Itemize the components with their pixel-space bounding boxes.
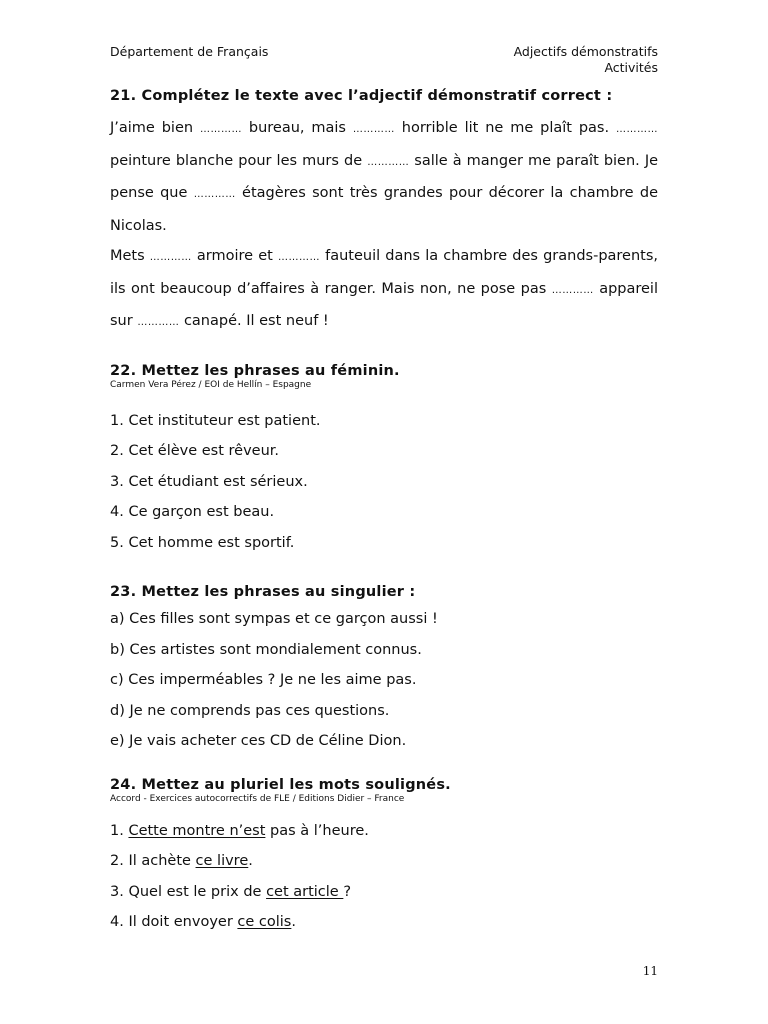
blank: ………… xyxy=(199,124,242,135)
blank: ………… xyxy=(137,317,180,328)
text-segment: fauteuil dans la chambre des grands-parents, ils ont beaucoup d’affaires à ranger. Mais non, ne pose pas xyxy=(110,248,659,297)
exercise-21-paragraph-1 xyxy=(110,113,658,241)
underlined-words: ce colis xyxy=(237,914,292,930)
header-topic-line1: Adjectifs démonstratifs xyxy=(513,44,658,59)
item-text: 4. Il doit envoyer xyxy=(110,914,238,930)
blank: ………… xyxy=(193,189,236,200)
underlined-words: cet article xyxy=(266,883,344,900)
item-text: pas à l’heure. xyxy=(265,822,369,839)
item-text: ? xyxy=(343,883,352,900)
list-item: b) Ces artistes sont mondialement connus. xyxy=(110,641,422,658)
page-number: 11 xyxy=(642,964,658,978)
item-text: . xyxy=(291,914,296,930)
text-segment: peinture blanche pour les murs de xyxy=(110,152,363,169)
underlined-words: Cette montre n’est xyxy=(128,822,266,839)
exercise-24-credit: Accord - Exercices autocorrectifs de FLE / Editions Didier – France xyxy=(110,793,405,804)
exercise-22 xyxy=(110,363,658,559)
list-item: 4. Ce garçon est beau. xyxy=(110,504,275,520)
blank: ………… xyxy=(352,124,395,135)
list-item xyxy=(110,816,658,847)
header-department: Département de Français xyxy=(110,44,269,59)
blank: ………… xyxy=(615,124,658,135)
exercise-24-title: 24. Mettez au pluriel les mots soulignés. xyxy=(110,776,451,793)
text-segment: bureau, mais xyxy=(248,120,346,136)
text-segment: J’aime bien xyxy=(110,120,194,136)
list-item: 5. Cet homme est sportif. xyxy=(110,534,295,551)
exercise-22-title: 22. Mettez les phrases au féminin. xyxy=(110,362,400,379)
exercise-21-paragraph-2 xyxy=(110,241,658,339)
text-segment: salle à manger me paraît bien. Je pense que xyxy=(110,152,659,201)
exercise-22-list xyxy=(110,406,658,559)
blank: ………… xyxy=(149,252,192,263)
blank: ………… xyxy=(367,156,410,168)
list-item: d) Je ne comprends pas ces questions. xyxy=(110,702,390,719)
underlined-words: ce livre xyxy=(195,853,249,869)
item-text: 1. xyxy=(110,822,129,839)
exercise-23-list xyxy=(110,604,658,757)
text-segment: horrible lit ne me plaît pas. xyxy=(401,120,610,136)
blank: ………… xyxy=(277,252,320,263)
exercise-23-title: 23. Mettez les phrases au singulier : xyxy=(110,584,416,600)
exercise-22-credit: Carmen Vera Pérez / EOI de Hellín – Espagne xyxy=(110,379,312,390)
list-item: c) Ces imperméables ? Je ne les aime pas. xyxy=(110,672,417,688)
item-text: . xyxy=(248,853,253,869)
list-item xyxy=(110,907,658,938)
list-item: e) Je vais acheter ces CD de Céline Dion. xyxy=(110,733,407,749)
item-text: 2. Il achète xyxy=(110,853,196,869)
text-segment: armoire et xyxy=(196,248,273,264)
header-topic-line2: Activités xyxy=(604,60,658,75)
header-topic xyxy=(514,44,658,76)
exercise-content xyxy=(110,88,658,938)
exercise-23 xyxy=(110,584,658,757)
list-item xyxy=(110,877,658,908)
blank: ………… xyxy=(551,284,594,296)
text-segment: Mets xyxy=(110,248,145,264)
exercise-24-list xyxy=(110,816,658,938)
list-item: 2. Cet élève est rêveur. xyxy=(110,443,280,459)
exercise-24 xyxy=(110,777,658,938)
exercise-21-title: 21. Complétez le texte avec l’adjectif démonstratif correct : xyxy=(110,88,613,104)
text-segment: étagères sont très grandes pour décorer la chambre de Nicolas. xyxy=(110,185,658,234)
list-item: 3. Cet étudiant est sérieux. xyxy=(110,473,308,490)
list-item: a) Ces filles sont sympas et ce garçon aussi ! xyxy=(110,611,438,627)
list-item xyxy=(110,846,658,877)
item-text: 3. Quel est le prix de xyxy=(110,883,267,900)
text-segment: canapé. Il est neuf ! xyxy=(183,313,329,329)
text-segment: appareil sur xyxy=(110,280,658,329)
exercise-21 xyxy=(110,88,658,339)
list-item: 1. Cet instituteur est patient. xyxy=(110,412,321,429)
